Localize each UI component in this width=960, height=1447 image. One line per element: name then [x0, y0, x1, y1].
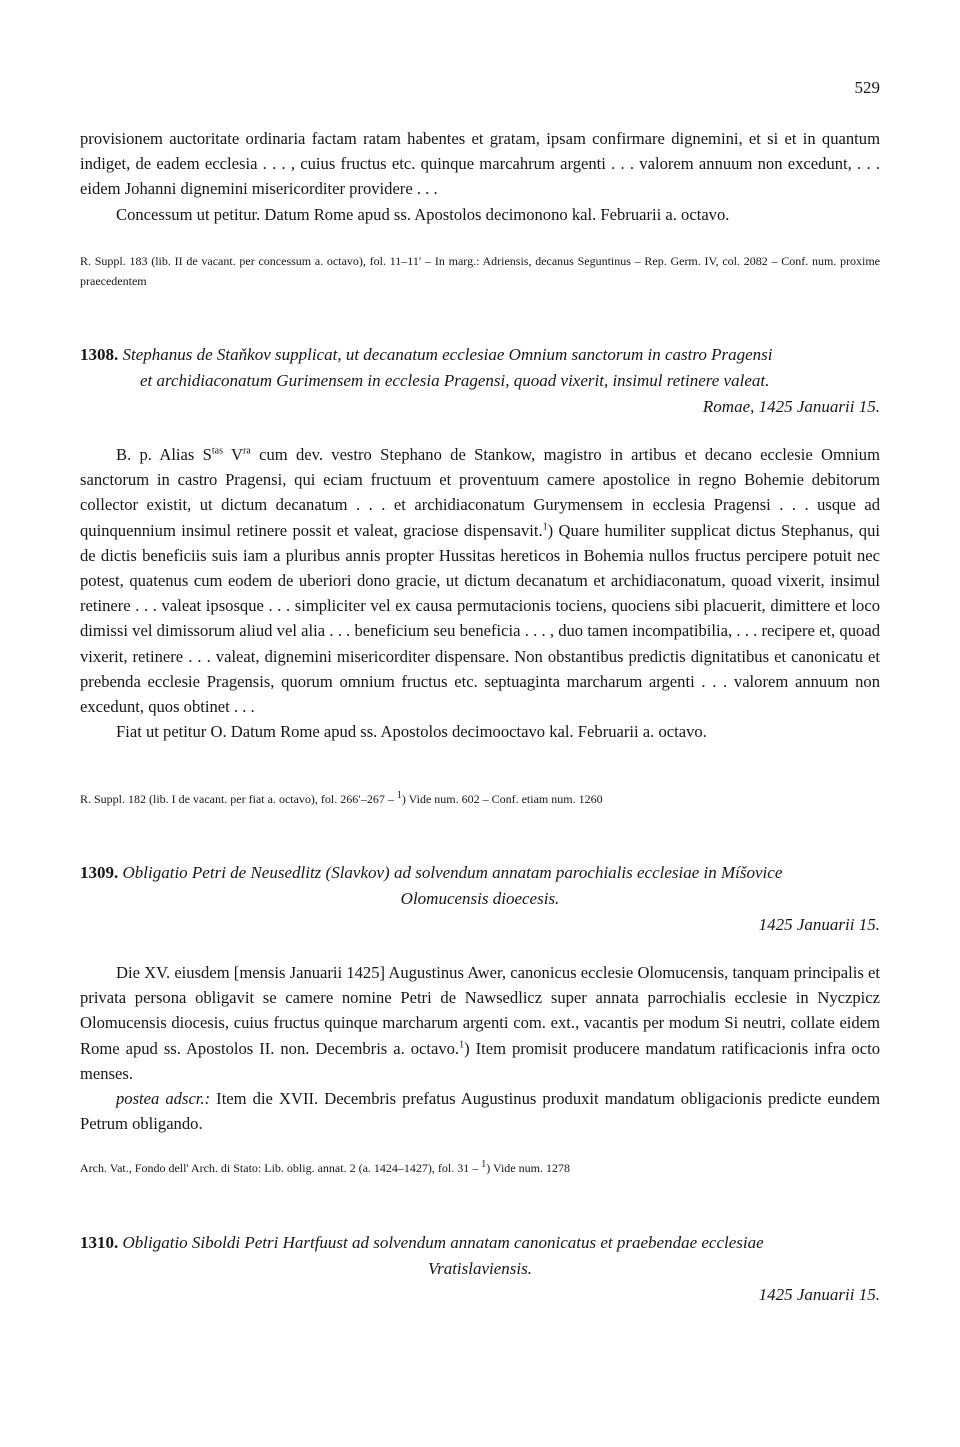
entry-1308-text-a: B. p. Alias S [116, 445, 212, 464]
entry-1308-note-mark: 1 [396, 790, 402, 801]
page-number: 529 [854, 78, 880, 97]
entry-1309-title [80, 860, 880, 886]
entry-1310-heading [80, 1230, 880, 1308]
entry-1309-footnote-mark: 1 [459, 1039, 465, 1051]
entry-1308-sup-ra: ra [243, 445, 251, 457]
entry-1309-date: 1425 Januarii 15. [758, 915, 880, 934]
entry-1309-number: 1309. [80, 863, 119, 882]
entry-1310-title [80, 1230, 880, 1256]
entry-1308-place-date: Romae, 1425 Januarii 15. [702, 397, 880, 416]
entry-1309-note-b: ) Vide num. 1278 [486, 1161, 570, 1175]
entry-1309-heading-line2: Olomucensis dioecesis. [400, 889, 560, 908]
entry-1309-text-a: Die XV. eiusdem [mensis Januarii 1425] Augustinus Awer, canonicus ecclesie Olomucensis, tanquam principalis et privata persona obligavit se camere nomine Petri de Nawsedlicz super annata parrochialis ecclesie in Nyczpicz Olomucensis diocesis, cuius fructus quinque marcharum argenti com. ext., vacantis per modum Si neutri, collate eidem Rome apud ss. Apostolos II. non. Decembris a. octavo. [80, 963, 880, 1058]
entry-1309-note-mark: 1 [481, 1159, 487, 1170]
entry-1308-text-c: cum dev. vestro Stephano de Stankow, magistro in artibus et decano ecclesie Omnium sanctorum in castro Pragensi, qui eciam fructuum et proventuum camere apostolice in regno Bohemie debitorum collector existit, ut dictum decanatum . . . et archidiaconatum Gurymensem in ecclesia Pragensi . . . usque ad quinquennium insimul retinere possit et valeat, graciose dispensavit. [80, 445, 880, 540]
continuation-note-block [80, 251, 880, 291]
entry-1308-heading-line1: Stephanus de Staňkov supplicat, ut decanatum ecclesiae Omnium sanctorum in castro Pragensi [122, 345, 773, 364]
concessum-line: Concessum ut petitur. Datum Rome apud ss. Apostolos decimonono kal. Februarii a. octavo. [116, 204, 730, 224]
entry-1308-footnote-mark: 1 [542, 521, 548, 533]
entry-1308-number: 1308. [80, 345, 119, 364]
entry-1308-note-b: ) Vide num. 602 – Conf. etiam num. 1260 [401, 792, 603, 806]
entry-1309-note-block [80, 1158, 880, 1178]
entry-1309-body [80, 960, 880, 1136]
entry-1308-heading-line2: et archidiaconatum Gurimensem in ecclesia Pragensi, quoad vixerit, insimul retinere valeat. [140, 371, 770, 390]
entry-1308-note-a: R. Suppl. 182 (lib. I de vacant. per fiat a. octavo), fol. 266′–267 – [80, 792, 397, 806]
entry-1309-heading-line1: Obligatio Petri de Neusedlitz (Slavkov) ad solvendum annatam parochialis ecclesiae in Míšovice [122, 863, 783, 882]
entry-1308-body [80, 442, 880, 744]
entry-1309-text [80, 960, 880, 1086]
entry-1308-sup-tas: tas [211, 445, 224, 457]
continuation-block [80, 126, 880, 227]
continuation-note: R. Suppl. 183 (lib. II de vacant. per concessum a. octavo), fol. 11–11′ – In marg.: Adriensis, decanus Seguntinus – Rep. Germ. IV, col. 2082 – Conf. num. proxime praecedentem [80, 254, 880, 288]
entry-1309-heading [80, 860, 880, 938]
entry-1310-number: 1310. [80, 1233, 119, 1252]
entry-1309-postea-text: Item die XVII. Decembris prefatus Augustinus produxit mandatum obligacionis predicte eundem Petrum obligando. [80, 1089, 881, 1134]
continuation-text: provisionem auctoritate ordinaria factam ratam habentes et gratam, ipsam confirmare dignemini, et si et in quantum indiget, de eadem ecclesia . . . , cuius fructus etc. quinque marcahrum argenti . . . valorem annuum non excedunt, . . . eidem Johanni dignemini misericorditer providere . . . [80, 129, 880, 199]
entry-1308-note [80, 789, 880, 809]
entry-1309-postea-label: postea adscr.: [116, 1089, 211, 1109]
entry-1309-text-b: ) Item promisit producere mandatum ratificacionis infra octo menses. [80, 1038, 880, 1083]
entry-1310-heading-line2: Vratislaviensis. [427, 1259, 533, 1278]
entry-1308-text [80, 442, 880, 719]
entry-1308-text-d: ) Quare humiliter supplicat dictus Stephanus, qui de dictis beneficiis suis iam a pluribus annis propter Hussitas hereticos in Bohemia nullos fructus percipere potuit nec potest, quatenus cum eodem de uberiori dono gracie, ut dictum decanatum et archidiaconatum, quoad vixerit, insimul retinere . . . valeat ipsosque . . . simpliciter vel ex causa permutacionis tociens, quociens sibi placuerit, dimittere et loco dimissi vel dimissorum aliud vel alia . . . beneficium seu beneficia . . . , duo tamen incompatibilia, . . . recipere et, quoad vixerit, retinere . . . valeat, dignemini misericorditer dispensare. Non obstantibus predictis dignitatibus et canonicatu et prebenda ecclesie Pragensis, quorum omnium fructus etc. septuaginta marcharum argenti . . . valorem annuum non excedunt, quos obtinet . . . [80, 520, 881, 717]
entry-1308-note-block [80, 789, 880, 809]
entry-1309-note-a: Arch. Vat., Fondo dell' Arch. di Stato: Lib. oblig. annat. 2 (a. 1424–1427), fol. 31 – [80, 1161, 482, 1175]
entry-1309-postea [80, 1086, 880, 1136]
entry-1308-fiat: Fiat ut petitur O. Datum Rome apud ss. Apostolos decimooctavo kal. Februarii a. octavo. [116, 722, 707, 742]
entry-1310-date: 1425 Januarii 15. [758, 1285, 880, 1304]
entry-1308-text-b: V [223, 445, 243, 464]
entry-1309-note [80, 1158, 880, 1178]
entry-1310-heading-line1: Obligatio Siboldi Petri Hartfuust ad solvendum annatam canonicatus et praebendae ecclesiae [122, 1233, 764, 1252]
entry-1308-title [80, 342, 880, 394]
entry-1308-heading [80, 342, 880, 420]
